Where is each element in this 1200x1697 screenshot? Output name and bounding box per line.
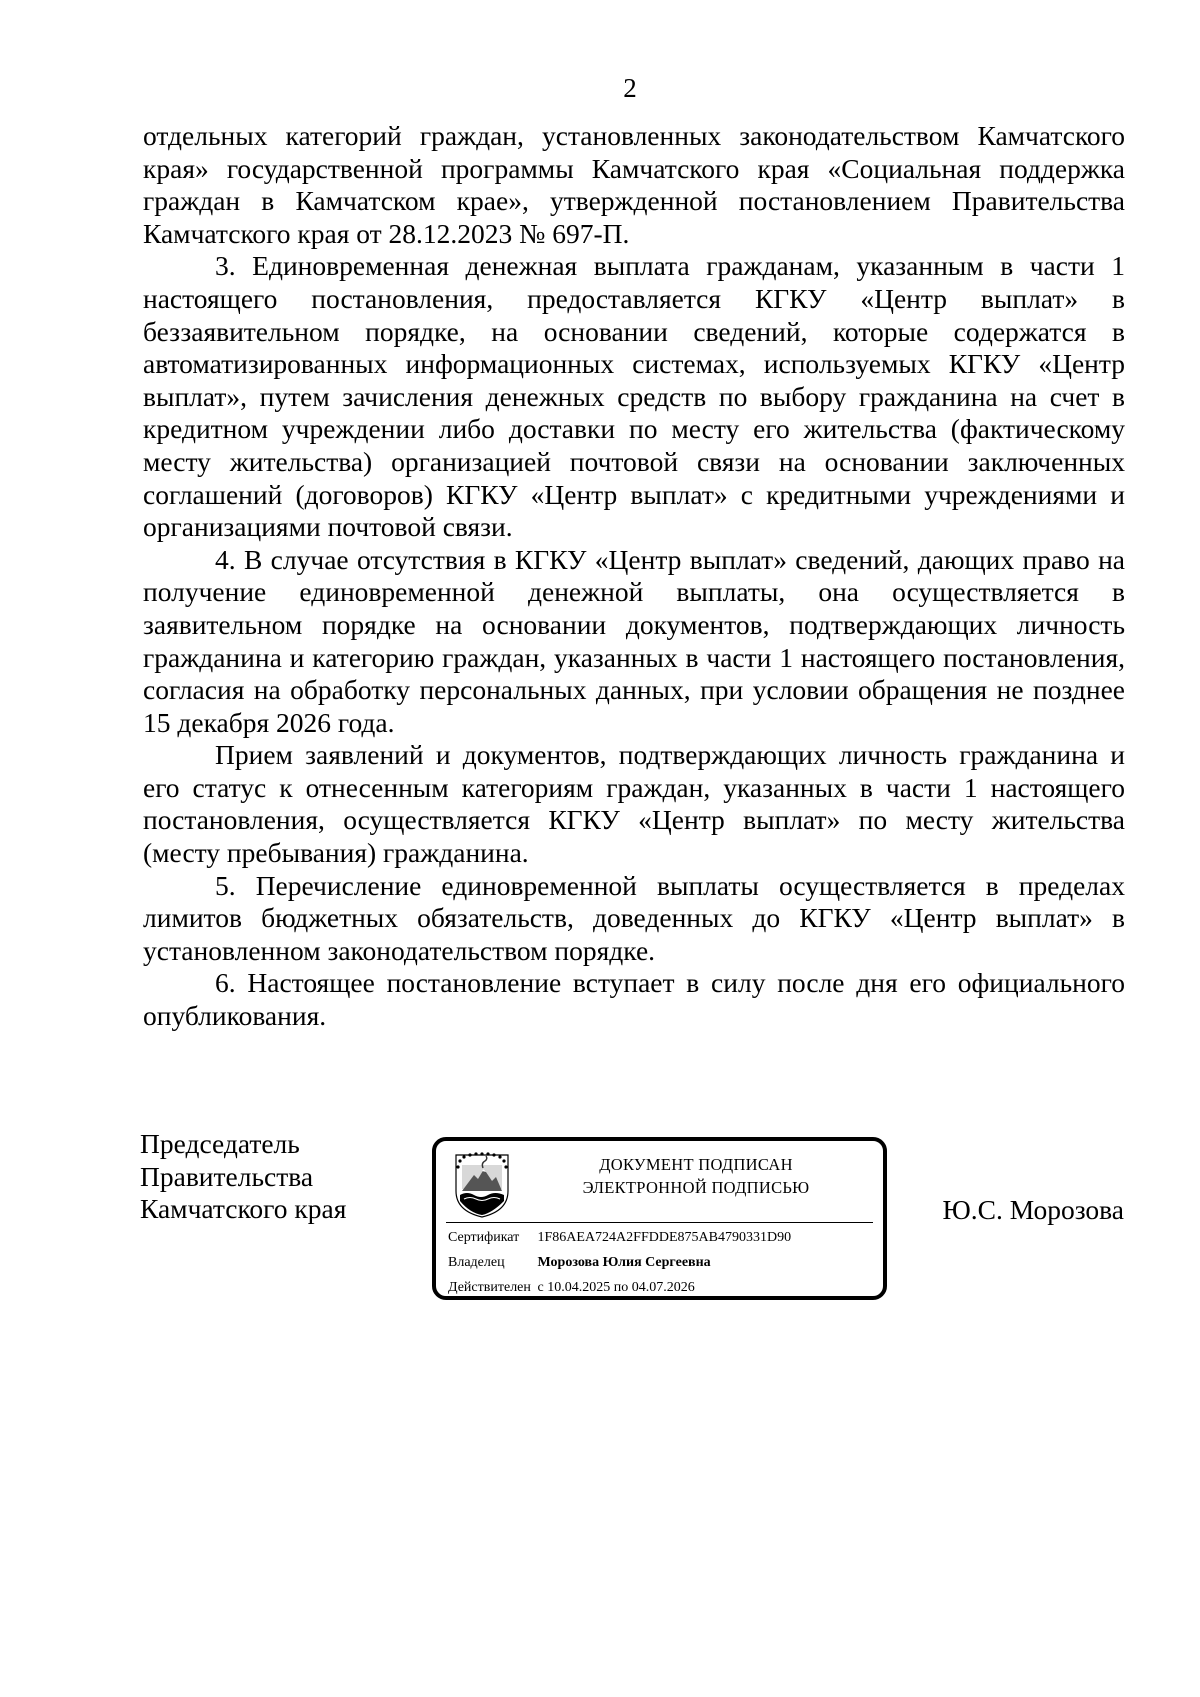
signer-position-line: Председатель (140, 1128, 300, 1159)
document-body (143, 120, 1125, 1033)
paragraph-item-6: 6. Настоящее постановление вступает в силу после дня его официального опубликования. (143, 967, 1125, 1032)
signer-position (140, 1128, 346, 1226)
stamp-validity-row (448, 1279, 695, 1297)
stamp-validity-label: Действителен (448, 1280, 531, 1295)
stamp-validity-value: с 10.04.2025 по 04.07.2026 (537, 1280, 695, 1295)
signer-position-line: Правительства (140, 1160, 314, 1192)
stamp-certificate-value: 1F86AEA724A2FFDDE875AB4790331D90 (537, 1230, 792, 1245)
stamp-certificate-row (448, 1229, 791, 1247)
stamp-divider (446, 1222, 873, 1223)
paragraph-item-3: 3. Единовременная денежная выплата гражданам, указанным в части 1 настоящего постановления, предоставляется КГКУ «Центр выплат» в беззаявительном порядке, на основании сведений, которые содержатся в автоматизированных информационных системах, используемых КГКУ «Центр выплат», путем зачисления денежных средств по выбору гражданина на счет в кредитном учреждении либо доставки по месту его жительства (фактическому месту жительства) организацией почтовой связи на основании заключенных соглашений (договоров) КГКУ «Центр выплат» с кредитными учреждениями и организациями почтовой связи. (143, 250, 1125, 543)
stamp-owner-label: Владелец (448, 1255, 505, 1270)
page-number: 2 (623, 73, 637, 103)
signer-position-line: Камчатского края (140, 1193, 347, 1224)
paragraph-item-5: 5. Перечисление единовременной выплаты осуществляется в пределах лимитов бюджетных обязательств, доведенных до КГКУ «Центр выплат» в установленном законодательством порядке. (143, 869, 1125, 966)
paragraph-item-4-applications: Прием заявлений и документов, подтверждающих личность гражданина и его статус к отнесенным категориям граждан, указанных в части 1 настоящего постановления, осуществляется КГКУ «Центр выплат» по месту жительства (месту пребывания) гражданина. (143, 739, 1125, 869)
stamp-owner-row (448, 1254, 711, 1272)
electronic-signature-stamp (432, 1137, 887, 1300)
kamchatka-coat-of-arms-icon (452, 1151, 512, 1219)
paragraph-item-4: 4. В случае отсутствия в КГКУ «Центр выплат» сведений, дающих право на получение единовременной денежной выплаты, она осуществляется в заявительном порядке на основании документов, подтверждающих личность гражданина и категорию граждан, указанных в части 1 настоящего постановления, согласия на обработку персональных данных, при условии обращения не позднее 15 декабря 2026 года. (143, 543, 1125, 738)
stamp-title-line: ЭЛЕКТРОННОЙ ПОДПИСЬЮ (582, 1178, 810, 1197)
stamp-title-line: ДОКУМЕНТ ПОДПИСАН (599, 1155, 793, 1174)
stamp-certificate-label: Сертификат (448, 1230, 520, 1245)
paragraph-continuation: отдельных категорий граждан, установленных законодательством Камчатского края» государственной программы Камчатского края «Социальная поддержка граждан в Камчатском крае», утвержденной постановлением Правительства Камчатского края от 28.12.2023 № 697-П. (143, 120, 1125, 249)
stamp-title (526, 1153, 866, 1199)
stamp-owner-value: Морозова Юлия Сергеевна (537, 1255, 711, 1270)
signer-name: Ю.С. Морозова (942, 1194, 1124, 1225)
